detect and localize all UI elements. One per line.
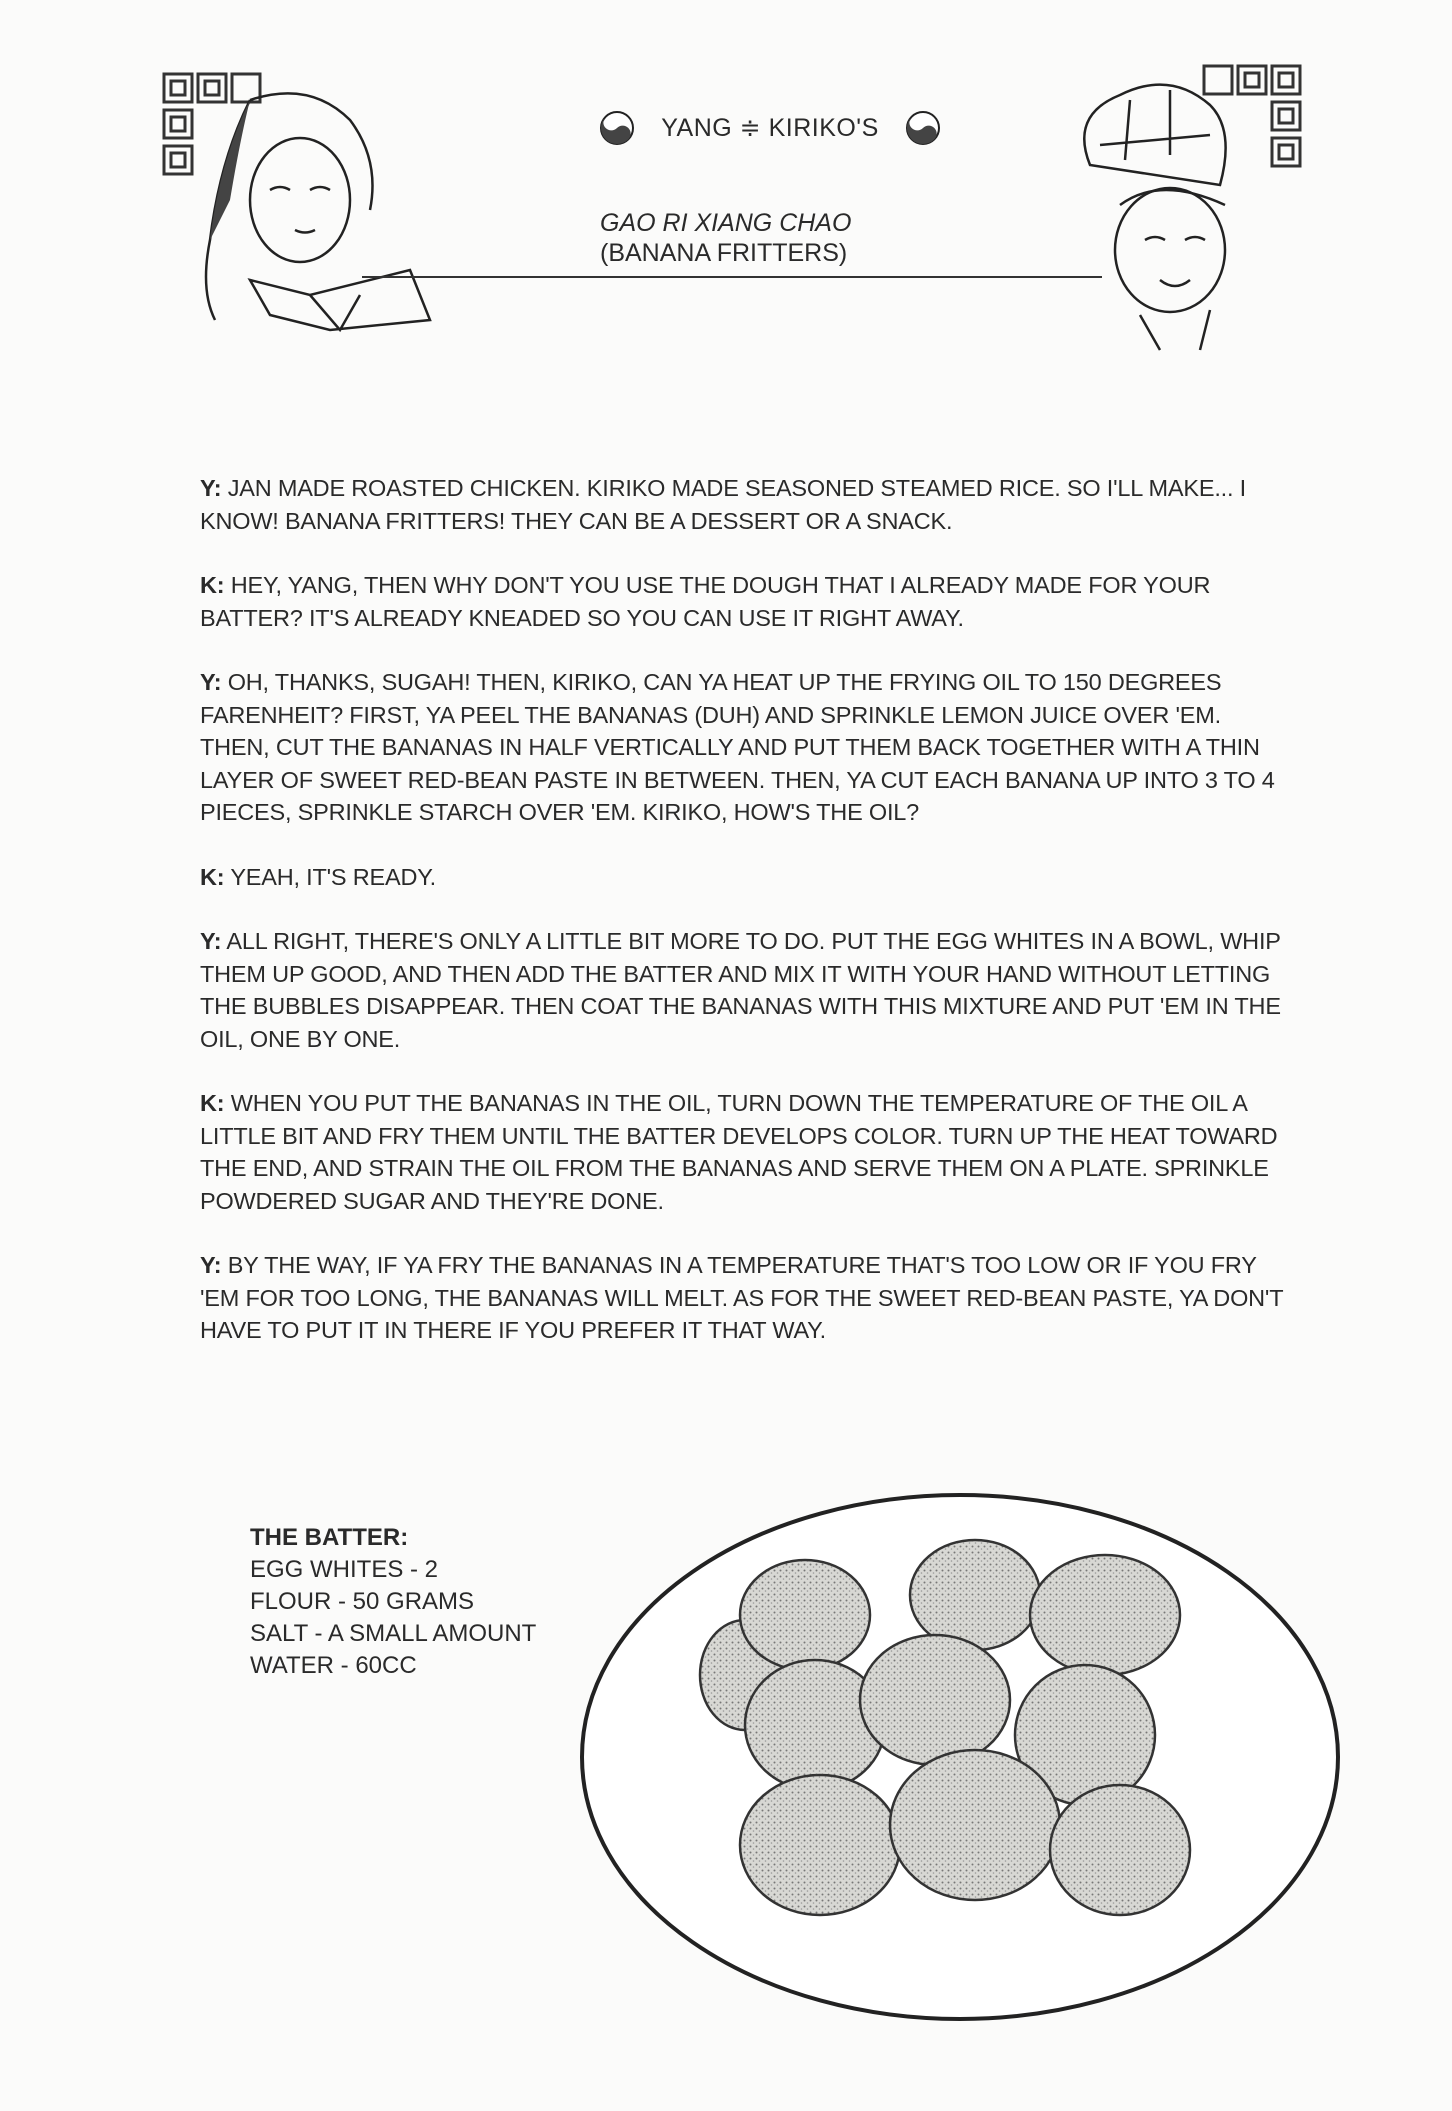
header-title-row [540,106,1000,150]
speaker-label: Y: [200,475,222,501]
ingredient-item: SALT - A SMALL AMOUNT [250,1620,537,1647]
dialogue-paragraph [200,925,1290,1055]
yin-yang-icon [905,110,941,146]
speaker-label: K: [200,863,225,890]
recipe-name: GAO RI XIANG CHAO [600,209,852,237]
dialogue-paragraph [200,1249,1290,1347]
kiriko-character-illustration [1060,75,1290,355]
header-title: YANG ≑ KIRIKO'S [661,114,879,142]
dialogue-paragraph [200,1087,1290,1217]
recipe-dialogue [200,472,1290,1379]
header-divider [362,276,1102,278]
dialogue-paragraph [200,472,1290,537]
dialogue-text: OH, THANKS, SUGAH! THEN, KIRIKO, CAN YA HEAT UP THE FRYING OIL TO 150 DEGREES FARENHEIT? FIRST, YA PEEL THE BANANAS (DUH) AND SPRINKLE LEMON JUICE OVER 'EM. THEN, CUT THE BANANAS IN HALF VERTICALLY AND PUT THEM BACK TOGETHER WITH A THIN LAYER OF SWEET RED-BEAN PASTE IN BETWEEN. THEN, YA CUT EACH BANANA UP INTO 3 TO 4 PIECES, SPRINKLE STARCH OVER 'EM. KIRIKO, HOW'S THE OIL? [200,669,1275,825]
recipe-name-block [600,208,851,268]
speaker-label: K: [200,572,225,598]
dialogue-paragraph [200,861,1290,894]
dialogue-text: WHEN YOU PUT THE BANANAS IN THE OIL, TURN DOWN THE TEMPERATURE OF THE OIL A LITTLE BIT AND FRY THEM UNTIL THE BATTER DEVELOPS COLOR. TURN UP THE HEAT TOWARD THE END, AND STRAIN THE OIL FROM THE BANANAS AND SERVE THEM ON A PLATE. SPRINKLE POWDERED SUGAR AND THEY'RE DONE. [200,1090,1278,1214]
dialogue-text: HEY, YANG, THEN WHY DON'T YOU USE THE DOUGH THAT I ALREADY MADE FOR YOUR BATTER? IT'S ALREADY KNEADED SO YOU CAN USE IT RIGHT AWAY. [200,572,1211,631]
dialogue-text: YEAH, IT'S READY. [230,863,437,890]
speaker-label: K: [200,1090,225,1116]
yin-yang-icon [599,110,635,146]
recipe-subtitle: (BANANA FRITTERS) [600,239,848,267]
ingredient-item: EGG WHITES - 2 [250,1556,439,1583]
banana-fritters-plate-illustration [575,1485,1345,2030]
dialogue-text: BY THE WAY, IF YA FRY THE BANANAS IN A TEMPERATURE THAT'S TOO LOW OR IF YOU FRY 'EM FOR TOO LONG, THE BANANAS WILL MELT. AS FOR THE SWEET RED-BEAN PASTE, YA DON'T HAVE TO PUT IT IN THERE IF YOU PREFER IT THAT WAY. [200,1252,1283,1343]
ingredient-item: FLOUR - 50 GRAMS [250,1588,475,1615]
speaker-label: Y: [200,1252,222,1278]
dialogue-paragraph [200,569,1290,634]
yang-character-illustration [190,80,450,340]
batter-title: THE BATTER: [250,1524,409,1551]
speaker-label: Y: [200,928,222,954]
dialogue-text: JAN MADE ROASTED CHICKEN. KIRIKO MADE SEASONED STEAMED RICE. SO I'LL MAKE... I KNOW! BANANA FRITTERS! THEY CAN BE A DESSERT OR A SNACK. [200,475,1247,534]
ingredient-item: WATER - 60CC [250,1652,417,1679]
dialogue-paragraph [200,666,1290,829]
speaker-label: Y: [200,669,222,695]
dialogue-text: ALL RIGHT, THERE'S ONLY A LITTLE BIT MORE TO DO. PUT THE EGG WHITES IN A BOWL, WHIP THEM UP GOOD, AND THEN ADD THE BATTER AND MIX IT WITH YOUR HAND WITHOUT LETTING THE BUBBLES DISAPPEAR. THEN COAT THE BANANAS WITH THIS MIXTURE AND PUT 'EM IN THE OIL, ONE BY ONE. [200,928,1281,1052]
batter-ingredients [250,1522,536,1682]
